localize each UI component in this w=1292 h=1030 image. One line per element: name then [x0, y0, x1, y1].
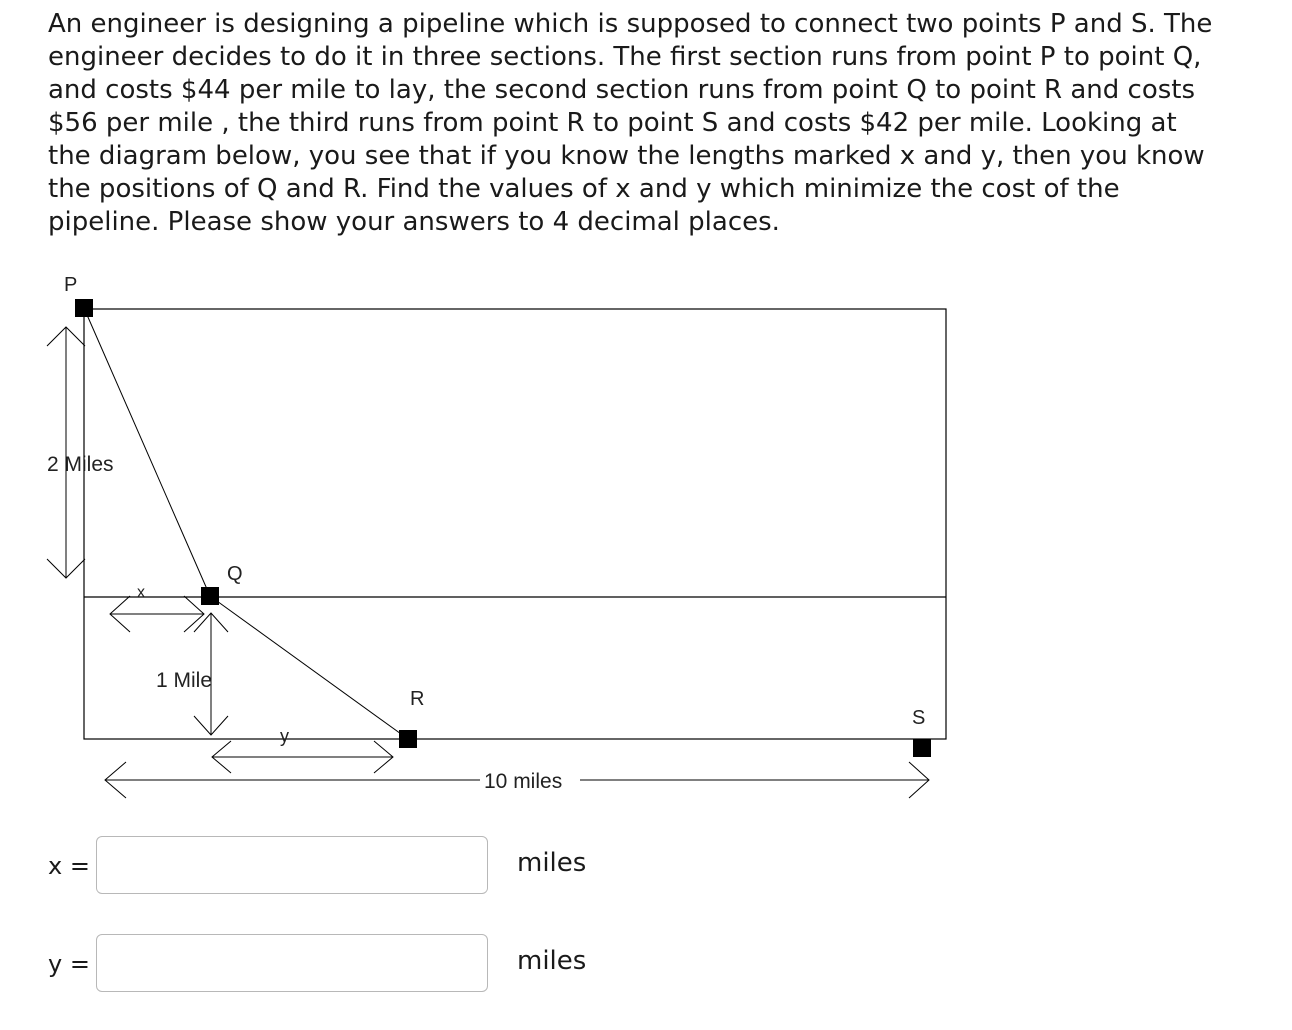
dimension-10-miles-label: 10 miles	[484, 770, 563, 793]
dimension-x	[110, 596, 204, 632]
dimension-x-label: x	[137, 584, 145, 601]
point-q-label: Q	[227, 563, 243, 585]
region-outline	[84, 309, 946, 739]
dimension-1-mile-label: 1 Mile	[156, 669, 213, 692]
problem-line: the diagram below, you see that if you know the lengths marked x and y, then you know	[48, 141, 1205, 171]
point-r-label: R	[410, 688, 425, 710]
x-label: x =	[48, 852, 90, 880]
problem-line: the positions of Q and R. Find the values of x and y which minimize the cost of the	[48, 174, 1120, 204]
y-input[interactable]	[96, 934, 488, 992]
pipe-segment-pq	[84, 308, 210, 596]
problem-line: An engineer is designing a pipeline which is supposed to connect two points P and S. The	[48, 9, 1213, 39]
point-r-marker	[399, 730, 417, 748]
problem-line: engineer decides to do it in three sections. The first section runs from point P to point Q,	[48, 42, 1202, 72]
point-p-marker	[75, 299, 93, 317]
x-input[interactable]	[96, 836, 488, 894]
problem-line: pipeline. Please show your answers to 4 decimal places.	[48, 207, 780, 237]
point-q-marker	[201, 587, 219, 605]
y-unit: miles	[517, 946, 587, 976]
problem-line: $56 per mile , the third runs from point R to point S and costs $42 per mile. Looking at	[48, 108, 1177, 138]
pipe-segment-qr	[210, 596, 408, 739]
y-label: y =	[48, 950, 90, 978]
answer-row-x	[0, 836, 700, 898]
point-p-label: P	[64, 274, 78, 296]
dimension-2-miles-label: 2 Miles	[47, 453, 114, 476]
problem-line: and costs $44 per mile to lay, the second section runs from point Q to point R and costs	[48, 75, 1196, 105]
dimension-y	[212, 741, 393, 773]
point-s-marker	[913, 739, 931, 757]
x-unit: miles	[517, 848, 587, 878]
point-s-label: S	[912, 707, 926, 729]
dimension-y-label: y	[280, 726, 289, 746]
answer-row-y	[0, 934, 700, 996]
